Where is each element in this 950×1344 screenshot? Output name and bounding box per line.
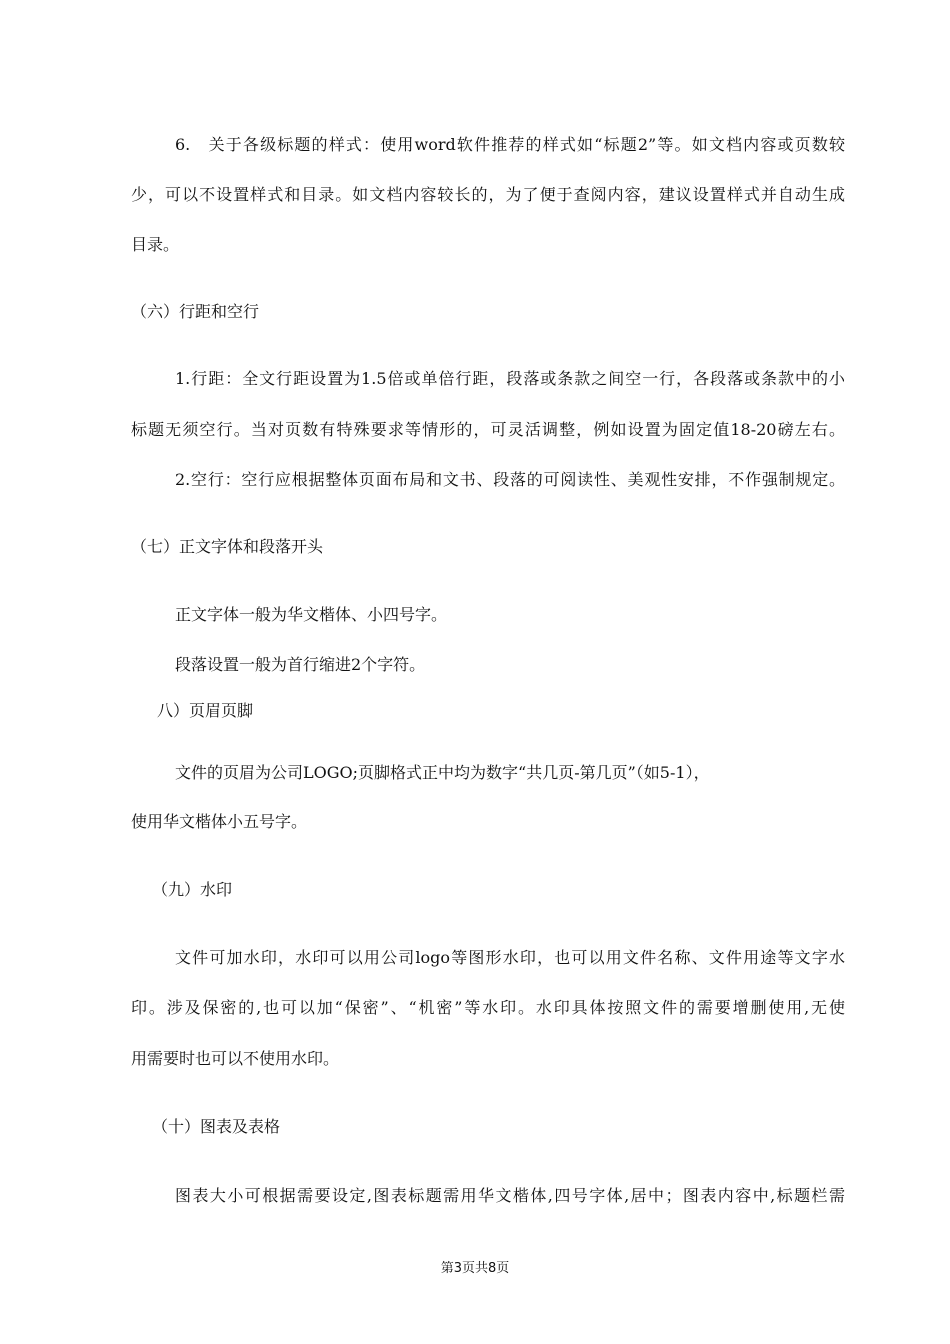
paragraph-6-1-line-1: 1.行距：全文行距设置为1.5倍或单倍行距，段落或条款之间空一行，各段落或条款中的小 [175, 369, 845, 388]
paragraph-7-2: 段落设置一般为首行缩进2个字符。 [175, 655, 426, 674]
paragraph-6-line-1: 6. 关于各级标题的样式：使用word软件推荐的样式如“标题2”等。如文档内容或页数较 [175, 135, 845, 154]
paragraph-6-2: 2.空行：空行应根据整体页面布局和文书、段落的可阅读性、美观性安排，不作强制规定。 [175, 470, 845, 489]
section-heading-6: （六）行距和空行 [131, 302, 260, 321]
paragraph-6-1-line-2: 标题无须空行。当对页数有特殊要求等情形的，可灵活调整，例如设置为固定值18-20磅左右。 [131, 420, 845, 439]
paragraph-8-line-2: 使用华文楷体小五号字。 [131, 812, 308, 831]
section-heading-9: （九）水印 [152, 880, 233, 899]
paragraph-8-line-1: 文件的页眉为公司LOGO;页脚格式正中均为数字“共几页-第几页”（如5-1）， [175, 763, 710, 782]
section-heading-8: 八）页眉页脚 [157, 701, 254, 720]
paragraph-9-line-1: 文件可加水印，水印可以用公司logo等图形水印，也可以用文件名称、文件用途等文字水 [175, 948, 845, 967]
paragraph-7-1: 正文字体一般为华文楷体、小四号字。 [175, 605, 448, 624]
paragraph-6-line-2: 少，可以不设置样式和目录。如文档内容较长的，为了便于查阅内容，建议设置样式并自动生成 [131, 185, 845, 204]
paragraph-9-line-2: 印。涉及保密的,也可以加“保密”、“机密”等水印。水印具体按照文件的需要增删使用,无使 [131, 998, 845, 1017]
paragraph-9-line-3: 用需要时也可以不使用水印。 [131, 1049, 340, 1068]
paragraph-10-line-1: 图表大小可根据需要设定,图表标题需用华文楷体,四号字体,居中；图表内容中,标题栏需 [175, 1186, 845, 1205]
page-number-footer: 第3页共8页 [440, 1261, 510, 1276]
section-heading-10: （十）图表及表格 [152, 1117, 281, 1136]
paragraph-6-line-3: 目录。 [131, 235, 180, 254]
section-heading-7: （七）正文字体和段落开头 [131, 537, 324, 556]
